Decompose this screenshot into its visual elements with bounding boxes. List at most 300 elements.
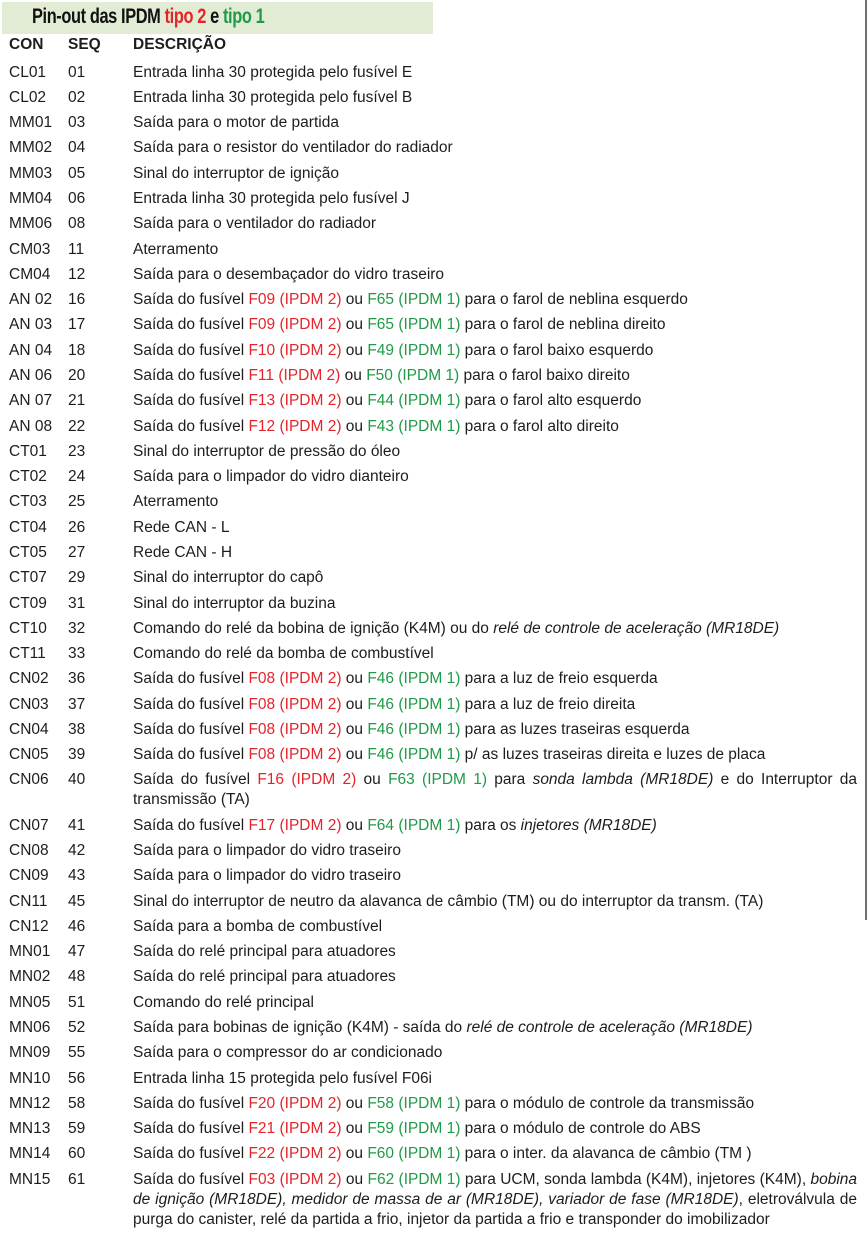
engine-specific-text: sonda lambda (MR18DE) — [532, 771, 714, 789]
description-text: Saída do fusível — [133, 746, 249, 764]
description-text: Aterramento — [133, 240, 219, 258]
connector-code: CM04 — [9, 265, 51, 283]
table-row — [0, 363, 860, 388]
ipdm1-fuse-ref: F46 (IPDM 1) — [367, 720, 461, 738]
ipdm1-fuse-ref: F46 (IPDM 1) — [367, 695, 461, 713]
pin-description — [133, 492, 857, 512]
pin-description — [133, 917, 857, 937]
pin-description — [133, 568, 857, 588]
description-text: Saída para o motor de partida — [133, 114, 339, 132]
table-row — [0, 237, 860, 262]
connector-code: CT01 — [9, 442, 47, 460]
pin-description — [133, 594, 857, 614]
column-header-con: CON — [9, 36, 44, 53]
table-row — [0, 439, 860, 464]
description-text: ou — [341, 316, 368, 334]
column-header-description: DESCRIÇÃO — [133, 36, 227, 53]
description-text: ou — [341, 1120, 368, 1138]
description-text: ou — [341, 417, 368, 435]
sequence-number: 43 — [68, 867, 86, 885]
sequence-number: 16 — [68, 291, 86, 309]
connector-code: AN 04 — [9, 341, 53, 359]
description-text: para o farol alto esquerdo — [460, 392, 642, 410]
pin-description — [133, 1018, 857, 1038]
connector-code: MM01 — [9, 114, 53, 132]
table-row — [0, 1041, 860, 1066]
description-text: para a luz de freio direita — [460, 695, 636, 713]
sequence-number: 06 — [68, 190, 86, 207]
sequence-number: 03 — [68, 114, 86, 132]
pin-description — [133, 720, 857, 740]
description-text: Saída do relé principal para atuadores — [133, 968, 396, 986]
description-text: ou — [341, 695, 368, 713]
pin-description — [133, 391, 857, 411]
table-row — [0, 540, 860, 565]
title-middle: e — [205, 5, 223, 28]
description-text: Saída do fusível — [133, 720, 249, 738]
pin-description — [133, 467, 857, 487]
description-text: Entrada linha 30 protegida pelo fusível B — [133, 88, 413, 106]
description-text: Saída para o compressor do ar condicionado — [133, 1044, 443, 1062]
connector-code: CT10 — [9, 619, 47, 637]
table-row — [0, 692, 860, 717]
pin-description — [133, 214, 857, 234]
pin-description — [133, 113, 857, 133]
sequence-number: 27 — [68, 543, 86, 561]
connector-code: MM06 — [9, 215, 53, 233]
pin-description — [133, 866, 857, 886]
connector-code: CN05 — [9, 746, 49, 764]
pin-description — [133, 1069, 857, 1089]
sequence-number: 56 — [68, 1069, 86, 1087]
ipdm2-fuse-ref: F21 (IPDM 2) — [248, 1120, 342, 1138]
sequence-number: 38 — [68, 720, 86, 738]
table-row — [0, 616, 860, 641]
connector-code: MN10 — [9, 1069, 51, 1087]
table-row — [0, 262, 860, 287]
description-text: Comando do relé da bobina de ignição (K4M) ou do — [133, 619, 494, 637]
table-row — [0, 338, 860, 363]
table-row — [0, 161, 860, 186]
ipdm1-fuse-ref: F63 (IPDM 1) — [388, 771, 487, 789]
description-text: ou — [340, 366, 367, 384]
engine-specific-text: relé de controle de aceleração (MR18DE) — [466, 1019, 753, 1036]
sequence-number: 46 — [68, 917, 86, 935]
title-type2: tipo 2 — [164, 5, 206, 28]
pin-description — [133, 993, 857, 1013]
table-row — [0, 288, 860, 313]
description-text: Saída do fusível — [133, 366, 249, 384]
pin-description — [133, 1119, 857, 1139]
ipdm2-fuse-ref: F08 (IPDM 2) — [248, 670, 342, 688]
table-row — [0, 414, 860, 439]
sequence-number: 08 — [68, 215, 86, 233]
description-text: p/ as luzes traseiras direita e luzes de placa — [460, 746, 766, 764]
sequence-number: 40 — [68, 771, 86, 789]
description-text: ou — [341, 392, 368, 410]
connector-code: CT07 — [9, 569, 47, 587]
pin-description — [133, 315, 857, 335]
ipdm2-fuse-ref: F09 (IPDM 2) — [248, 316, 342, 334]
table-row — [0, 85, 860, 110]
description-text: Saída do fusível — [133, 670, 249, 688]
ipdm2-fuse-ref: F17 (IPDM 2) — [248, 816, 342, 834]
sequence-number: 36 — [68, 670, 86, 688]
pin-description — [133, 942, 857, 962]
description-text: Saída do fusível — [133, 392, 249, 410]
table-row — [0, 1091, 860, 1116]
ipdm1-fuse-ref: F58 (IPDM 1) — [367, 1094, 461, 1112]
description-text: Saída para o limpador do vidro traseiro — [133, 842, 401, 860]
description-text: Sinal do interruptor de ignição — [133, 164, 339, 182]
table-row — [0, 940, 860, 965]
description-text: ou — [341, 1145, 368, 1163]
description-text: e do Interruptor da transmissão (TA) — [133, 771, 858, 809]
sequence-number: 31 — [68, 594, 86, 612]
table-row — [0, 186, 860, 211]
pin-description — [133, 816, 857, 836]
pin-description — [133, 240, 857, 260]
sequence-number: 42 — [68, 842, 86, 860]
table-row — [0, 212, 860, 237]
description-text: Saída do fusível — [133, 1094, 249, 1112]
sequence-number: 05 — [68, 164, 86, 182]
table-row — [0, 465, 860, 490]
table-row — [0, 717, 860, 742]
connector-code: MN02 — [9, 968, 51, 986]
connector-code: MM04 — [9, 190, 53, 207]
pin-description — [133, 543, 857, 563]
ipdm2-fuse-ref: F11 (IPDM 2) — [248, 366, 341, 384]
table-header — [0, 36, 860, 56]
ipdm2-fuse-ref: F08 (IPDM 2) — [248, 695, 342, 713]
connector-code: MN13 — [9, 1120, 51, 1138]
description-text: para o farol baixo direito — [459, 366, 630, 384]
sequence-number: 25 — [68, 493, 86, 511]
table-row — [0, 1167, 860, 1232]
description-text: Saída do fusível — [133, 341, 249, 359]
connector-code: MN12 — [9, 1094, 51, 1112]
description-text: Saída do fusível — [133, 1170, 249, 1188]
connector-code: MN05 — [9, 993, 51, 1011]
description-text: Sinal do interruptor de pressão do óleo — [133, 442, 401, 460]
ipdm1-fuse-ref: F59 (IPDM 1) — [367, 1120, 461, 1138]
table-row — [0, 389, 860, 414]
table-row — [0, 1142, 860, 1167]
connector-code: CL02 — [9, 88, 47, 106]
description-text: Saída para o limpador do vidro traseiro — [133, 867, 401, 885]
table-row — [0, 864, 860, 889]
sequence-number: 32 — [68, 619, 86, 637]
connector-code: CN04 — [9, 720, 49, 738]
table-row — [0, 1066, 860, 1091]
description-text: Saída do fusível — [133, 816, 249, 834]
table-row — [0, 768, 860, 813]
connector-code: CN12 — [9, 917, 49, 935]
pin-description — [133, 290, 857, 310]
table-row — [0, 1117, 860, 1142]
table-row — [0, 838, 860, 863]
sequence-number: 37 — [68, 695, 86, 713]
description-text: Saída para o ventilador do radiador — [133, 215, 376, 233]
pin-description — [133, 518, 857, 538]
description-text: Saída do fusível — [133, 695, 249, 713]
connector-code: AN 03 — [9, 316, 53, 334]
sequence-number: 23 — [68, 442, 86, 460]
sequence-number: 33 — [68, 645, 86, 663]
description-text: Sinal do interruptor de neutro da alavanca de câmbio (TM) ou do interruptor da transm. (TA) — [133, 892, 764, 910]
connector-code: CN08 — [9, 842, 49, 860]
sequence-number: 47 — [68, 943, 86, 961]
connector-code: CN11 — [9, 892, 48, 910]
description-text: Aterramento — [133, 493, 219, 511]
pin-description — [133, 1144, 857, 1164]
table-row — [0, 60, 860, 85]
ipdm2-fuse-ref: F09 (IPDM 2) — [248, 291, 342, 309]
description-text: ou — [341, 1170, 368, 1188]
description-text: para o módulo de controle da transmissão — [460, 1094, 755, 1112]
description-text: para a luz de freio esquerda — [460, 670, 658, 688]
table-row — [0, 111, 860, 136]
sequence-number: 29 — [68, 569, 86, 587]
sequence-number: 12 — [68, 265, 86, 283]
description-text: para o farol baixo esquerdo — [460, 341, 654, 359]
description-text: Saída do fusível — [133, 771, 258, 789]
description-text: para as luzes traseiras esquerda — [460, 720, 690, 738]
ipdm2-fuse-ref: F22 (IPDM 2) — [248, 1145, 342, 1163]
description-text: para o farol alto direito — [460, 417, 619, 435]
description-text: Saída para o desembaçador do vidro traseiro — [133, 265, 445, 283]
sequence-number: 17 — [68, 316, 86, 334]
sequence-number: 02 — [68, 88, 86, 106]
pin-description — [133, 967, 857, 987]
pin-description — [133, 770, 857, 810]
pin-description — [133, 841, 857, 861]
sequence-number: 55 — [68, 1044, 86, 1062]
description-text: Saída do fusível — [133, 1145, 249, 1163]
description-text: Saída do fusível — [133, 316, 249, 334]
table-row — [0, 490, 860, 515]
description-text: Saída do fusível — [133, 1120, 249, 1138]
sequence-number: 58 — [68, 1094, 86, 1112]
table-row — [0, 313, 860, 338]
sequence-number: 45 — [68, 892, 86, 910]
sequence-number: 24 — [68, 468, 86, 486]
connector-code: AN 06 — [9, 366, 53, 384]
pin-description — [133, 745, 857, 765]
connector-code: MN14 — [9, 1145, 51, 1163]
pin-description — [133, 442, 857, 462]
description-text: ou — [341, 720, 368, 738]
connector-code: CN09 — [9, 867, 49, 885]
sequence-number: 41 — [68, 816, 86, 834]
column-header-seq: SEQ — [68, 36, 101, 53]
table-row — [0, 515, 860, 540]
engine-specific-text: injetores (MR18DE) — [520, 816, 657, 834]
description-text: Comando do relé da bomba de combustível — [133, 645, 434, 663]
table-row — [0, 889, 860, 914]
connector-code: CL01 — [9, 63, 47, 81]
ipdm1-fuse-ref: F44 (IPDM 1) — [367, 392, 461, 410]
description-text: ou — [341, 341, 368, 359]
description-text: Saída para o limpador do vidro dianteiro — [133, 468, 409, 486]
pin-description — [133, 644, 857, 664]
description-text: para o módulo de controle do ABS — [460, 1120, 701, 1138]
sequence-number: 51 — [68, 993, 86, 1011]
engine-specific-text: bobina de ignição (MR18DE), medidor de massa de ar (MR18DE), variador de fase (MR18DE) — [133, 1170, 858, 1208]
title-banner — [2, 2, 433, 34]
description-text: ou — [341, 291, 368, 309]
sequence-number: 48 — [68, 968, 86, 986]
connector-code: AN 08 — [9, 417, 53, 435]
description-text: ou — [341, 670, 368, 688]
table-row — [0, 965, 860, 990]
connector-code: MN15 — [9, 1170, 51, 1188]
table-row — [0, 914, 860, 939]
connector-code: MN06 — [9, 1019, 51, 1036]
sequence-number: 20 — [68, 366, 86, 384]
connector-code: CT02 — [9, 468, 47, 486]
pinout-table-body — [0, 60, 860, 1232]
sequence-number: 18 — [68, 341, 86, 359]
description-text: para o farol de neblina esquerdo — [460, 291, 688, 309]
description-text: Sinal do interruptor do capô — [133, 569, 324, 587]
pin-description — [133, 88, 857, 108]
right-border-rule — [865, 0, 867, 920]
connector-code: CM03 — [9, 240, 51, 258]
pin-description — [133, 366, 857, 386]
description-text: ou — [341, 1094, 368, 1112]
sequence-number: 22 — [68, 417, 86, 435]
table-row — [0, 1015, 860, 1040]
description-text: Entrada linha 30 protegida pelo fusível J — [133, 190, 410, 207]
description-text: Entrada linha 30 protegida pelo fusível E — [133, 63, 413, 81]
ipdm1-fuse-ref: F43 (IPDM 1) — [367, 417, 461, 435]
connector-code: CN02 — [9, 670, 49, 688]
sequence-number: 59 — [68, 1120, 86, 1138]
pin-description — [133, 189, 857, 209]
description-text: Saída do fusível — [133, 291, 249, 309]
connector-code: CN03 — [9, 695, 49, 713]
connector-code: MM03 — [9, 164, 53, 182]
ipdm1-fuse-ref: F62 (IPDM 1) — [367, 1170, 461, 1188]
table-row — [0, 667, 860, 692]
connector-code: AN 07 — [9, 392, 53, 410]
description-text: Sinal do interruptor da buzina — [133, 594, 336, 612]
ipdm1-fuse-ref: F60 (IPDM 1) — [367, 1145, 461, 1163]
description-text: para UCM, sonda lambda (K4M), injetores (K4M), — [460, 1170, 811, 1188]
ipdm1-fuse-ref: F46 (IPDM 1) — [367, 670, 461, 688]
connector-code: MM02 — [9, 139, 53, 157]
ipdm1-fuse-ref: F65 (IPDM 1) — [367, 316, 461, 334]
title-prefix: Pin-out das IPDM — [32, 5, 165, 28]
table-row — [0, 641, 860, 666]
ipdm1-fuse-ref: F50 (IPDM 1) — [366, 366, 460, 384]
pin-description — [133, 695, 857, 715]
sequence-number: 11 — [68, 240, 85, 258]
connector-code: AN 02 — [9, 291, 53, 309]
description-text: para os — [460, 816, 521, 834]
sequence-number: 39 — [68, 746, 86, 764]
description-text: ou — [341, 746, 368, 764]
description-text: Saída para o resistor do ventilador do radiador — [133, 139, 453, 157]
description-text: Saída do relé principal para atuadores — [133, 943, 396, 961]
ipdm1-fuse-ref: F64 (IPDM 1) — [367, 816, 461, 834]
description-text: para o inter. da alavanca de câmbio (TM ) — [460, 1145, 752, 1163]
description-text: ou — [341, 816, 368, 834]
pin-description — [133, 63, 857, 83]
pin-description — [133, 892, 857, 912]
description-text: Rede CAN - H — [133, 543, 233, 561]
ipdm2-fuse-ref: F10 (IPDM 2) — [248, 341, 342, 359]
connector-code: MN09 — [9, 1044, 51, 1062]
connector-code: CT03 — [9, 493, 47, 511]
pin-description — [133, 265, 857, 285]
ipdm1-fuse-ref: F65 (IPDM 1) — [367, 291, 461, 309]
description-text: para o farol de neblina direito — [460, 316, 666, 334]
sequence-number: 21 — [68, 392, 86, 410]
connector-code: MN01 — [9, 943, 51, 961]
connector-code: CT05 — [9, 543, 47, 561]
sequence-number: 61 — [68, 1170, 86, 1188]
description-text: Rede CAN - L — [133, 518, 230, 536]
table-row — [0, 990, 860, 1015]
engine-specific-text: relé de controle de aceleração (MR18DE) — [493, 619, 780, 637]
ipdm2-fuse-ref: F08 (IPDM 2) — [248, 746, 342, 764]
ipdm2-fuse-ref: F13 (IPDM 2) — [248, 392, 342, 410]
sequence-number: 04 — [68, 139, 86, 157]
pin-description — [133, 138, 857, 158]
connector-code: CT04 — [9, 518, 47, 536]
ipdm2-fuse-ref: F16 (IPDM 2) — [257, 771, 357, 789]
table-row — [0, 743, 860, 768]
ipdm1-fuse-ref: F46 (IPDM 1) — [367, 746, 461, 764]
pin-description — [133, 341, 857, 361]
sequence-number: 01 — [68, 63, 86, 81]
pin-description — [133, 1094, 857, 1114]
ipdm2-fuse-ref: F12 (IPDM 2) — [248, 417, 342, 435]
description-text: para — [487, 771, 533, 789]
connector-code: CT09 — [9, 594, 47, 612]
pin-description — [133, 417, 857, 437]
ipdm2-fuse-ref: F03 (IPDM 2) — [248, 1170, 342, 1188]
description-text: ou — [356, 771, 389, 789]
pin-description — [133, 669, 857, 689]
connector-code: CN06 — [9, 771, 49, 789]
pin-description — [133, 164, 857, 184]
pin-description — [133, 1043, 857, 1063]
table-row — [0, 136, 860, 161]
connector-code: CN07 — [9, 816, 49, 834]
description-text: Entrada linha 15 protegida pelo fusível F06i — [133, 1069, 433, 1087]
description-text: Saída do fusível — [133, 417, 249, 435]
table-row — [0, 566, 860, 591]
ipdm2-fuse-ref: F20 (IPDM 2) — [248, 1094, 342, 1112]
page-title — [32, 5, 264, 29]
description-text: , eletroválvula de purga do canister, relé da partida a frio, injetor da partida a frio e transponder do imobilizador — [133, 1190, 857, 1228]
description-text: Comando do relé principal — [133, 993, 314, 1011]
pin-description — [133, 619, 857, 639]
sequence-number: 26 — [68, 518, 86, 536]
sequence-number: 60 — [68, 1145, 86, 1163]
sequence-number: 52 — [68, 1019, 86, 1036]
ipdm2-fuse-ref: F08 (IPDM 2) — [248, 720, 342, 738]
pin-description — [133, 1170, 857, 1230]
title-type1: tipo 1 — [222, 5, 265, 28]
description-text: Saída para bobinas de ignição (K4M) - saída do — [133, 1019, 467, 1036]
connector-code: CT11 — [9, 645, 46, 663]
ipdm1-fuse-ref: F49 (IPDM 1) — [367, 341, 461, 359]
